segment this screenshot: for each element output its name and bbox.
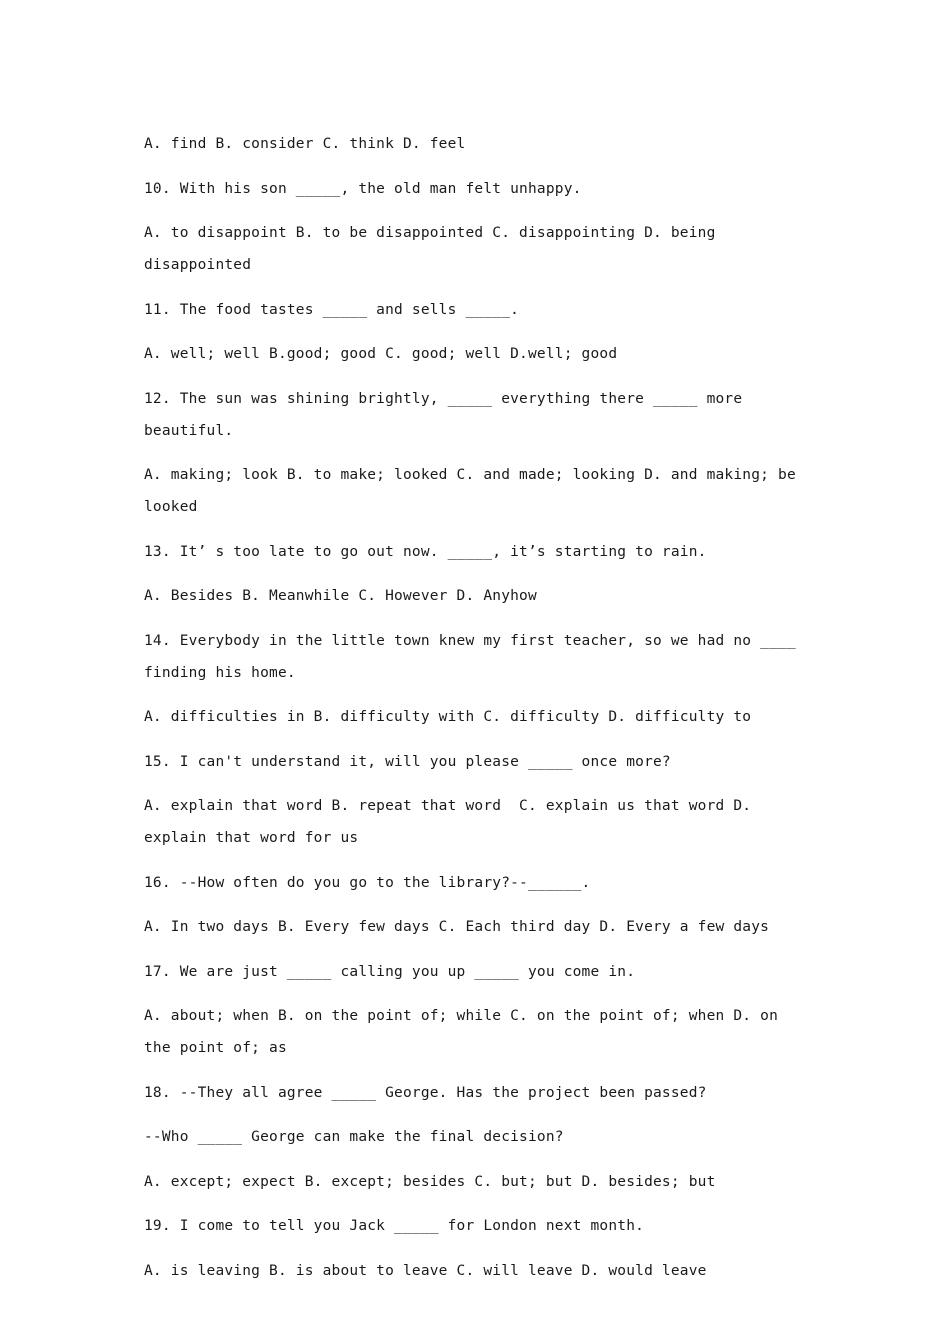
question-14: 14. Everybody in the little town knew my first teacher, so we had no ____ finding his home. — [144, 632, 805, 681]
options-q17: A. about; when B. on the point of; while C. on the point of; when D. on the point of; as — [144, 1008, 787, 1056]
question-16: 16. --How often do you go to the library?--______. — [144, 874, 591, 891]
options-q11: A. well; well B.good; good C. good; well D.well; good — [144, 346, 618, 362]
question-11: 11. The food tastes _____ and sells _____. — [144, 301, 520, 318]
options-q9: A. find B. consider C. think D. feel — [144, 136, 466, 152]
options-q15: A. explain that word B. repeat that word C. explain us that word D. explain that word for us — [144, 798, 761, 846]
options-q16: A. In two days B. Every few days C. Each third day D. Every a few days — [144, 919, 770, 935]
options-q13: A. Besides B. Meanwhile C. However D. Anyhow — [144, 588, 537, 604]
question-17: 17. We are just _____ calling you up _____ you come in. — [144, 963, 636, 980]
question-13: 13. It’ s too late to go out now. _____, it’s starting to rain. — [144, 543, 707, 560]
question-18: 18. --They all agree _____ George. Has the project been passed? — [144, 1084, 707, 1101]
question-15: 15. I can't understand it, will you please _____ once more? — [144, 753, 671, 770]
question-19: 19. I come to tell you Jack _____ for London next month. — [144, 1218, 645, 1234]
options-q10: A. to disappoint B. to be disappointed C. disappointing D. being disappointed — [144, 225, 725, 273]
options-q14: A. difficulties in B. difficulty with C. difficulty D. difficulty to — [144, 709, 752, 725]
options-q19: A. is leaving B. is about to leave C. will leave D. would leave — [144, 1262, 707, 1279]
options-q12: A. making; look B. to make; looked C. and made; looking D. and making; be looked — [144, 467, 805, 515]
question-18-reply: --Who _____ George can make the final decision? — [144, 1129, 564, 1145]
page-content — [144, 128, 804, 1299]
question-10: 10. With his son _____, the old man felt unhappy. — [144, 180, 582, 197]
options-q18: A. except; expect B. except; besides C. but; but D. besides; but — [144, 1173, 716, 1190]
question-12: 12. The sun was shining brightly, _____ everything there _____ more beautiful. — [144, 390, 752, 439]
